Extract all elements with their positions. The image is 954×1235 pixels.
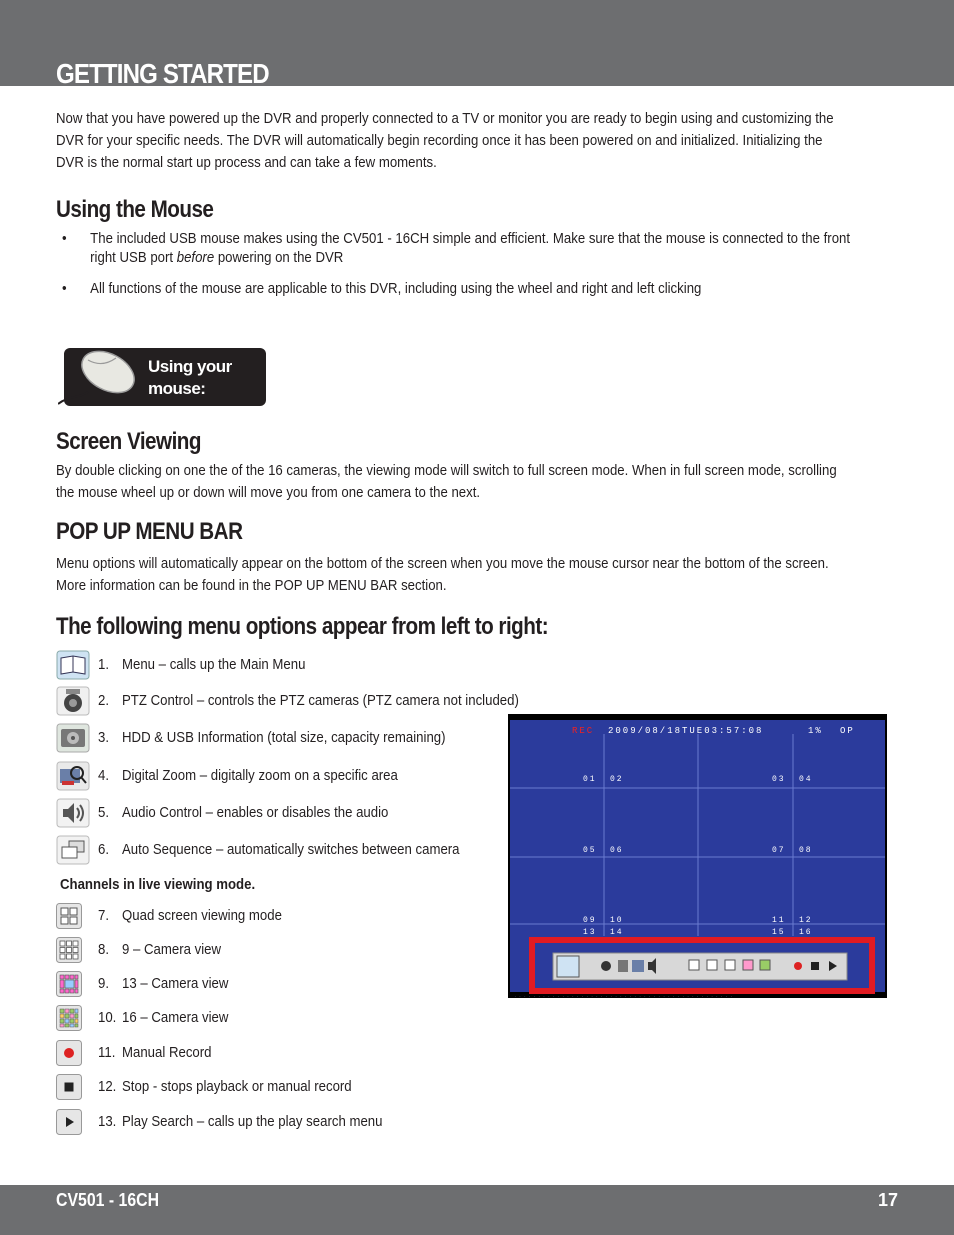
page-number: 17	[877, 1190, 898, 1210]
status-mode: OP	[840, 726, 855, 736]
channel-label: 06	[610, 846, 624, 855]
channels-caption: Channels in live viewing mode.	[60, 876, 256, 893]
quad-grid-icon	[56, 903, 82, 929]
channel-label: 04	[799, 775, 813, 784]
channel-label: 07	[772, 846, 786, 855]
channel-label: 05	[583, 846, 597, 855]
channel-label: 09	[583, 916, 597, 925]
screen-viewing-paragraph: By double clicking on one the of the 16 cameras, the viewing mode will switch to full screen mode. When in full screen mode, scrolling the mouse wheel up or down will move you from one camera to the next.	[56, 462, 837, 501]
popup-heading: POP UP MENU BAR	[56, 518, 243, 545]
channel-label: 02	[610, 775, 624, 784]
nine-grid-icon	[56, 937, 82, 963]
channel-label: 13	[583, 928, 597, 937]
dome-camera-icon	[56, 686, 90, 716]
speaker-icon	[56, 798, 90, 828]
badge-line-2: mouse:	[148, 379, 206, 398]
screen-viewing-heading: Screen Viewing	[56, 428, 201, 455]
thirteen-grid-icon	[56, 971, 82, 997]
sequence-icon	[56, 835, 90, 865]
play-icon	[56, 1109, 82, 1135]
svg-text:. . . . . . . . . . . . . . .: . . . . . . . . . . . . . . . . . . . . . . . . . . . . . . . . . . . . . . . . . . . . . .	[514, 995, 733, 998]
mouse-heading: Using the Mouse	[56, 196, 214, 223]
popup-paragraph: Menu options will automatically appear on the bottom of the screen when you move the mouse cursor near the bottom of the screen. More information can be found in the POP UP MENU BAR section.	[56, 555, 829, 594]
channel-label: 08	[799, 846, 813, 855]
dvr-screen-image	[508, 714, 887, 998]
footer-model: CV501 - 16CH	[56, 1190, 160, 1210]
channel-label: 03	[772, 775, 786, 784]
bullet-dot: •	[62, 230, 67, 247]
mouse-badge	[58, 346, 266, 408]
zoom-icon	[56, 761, 90, 791]
popup-menu-bar	[553, 953, 847, 980]
channel-label: 01	[583, 775, 597, 784]
status-rec: REC	[572, 726, 595, 736]
channel-label: 15	[772, 928, 786, 937]
record-icon	[56, 1040, 82, 1066]
page-title: GETTING STARTED	[56, 58, 269, 89]
stop-icon	[56, 1074, 82, 1100]
intro-paragraph: Now that you have powered up the DVR and properly connected to a TV or monitor you are ready to begin using and customizing the DVR for your specific needs. The DVR will automatically begin recording once it has been powered on and initialized. Initializing the DVR is the normal start up process and can take a few moments.	[56, 110, 834, 171]
sixteen-grid-icon	[56, 1005, 82, 1031]
hard-disk-icon	[56, 723, 90, 753]
status-datetime: 2009/08/18TUE03:57:08	[608, 726, 764, 736]
channel-label: 16	[799, 928, 813, 937]
bullet-dot: •	[62, 280, 67, 297]
channel-label: 11	[772, 916, 786, 925]
channel-label: 12	[799, 916, 813, 925]
status-percent: 1%	[808, 726, 823, 736]
options-heading: The following menu options appear from left to right:	[56, 613, 549, 640]
channel-label: 14	[610, 928, 624, 937]
channel-label: 10	[610, 916, 624, 925]
badge-line-1: Using your	[148, 357, 232, 376]
book-icon	[56, 650, 90, 680]
